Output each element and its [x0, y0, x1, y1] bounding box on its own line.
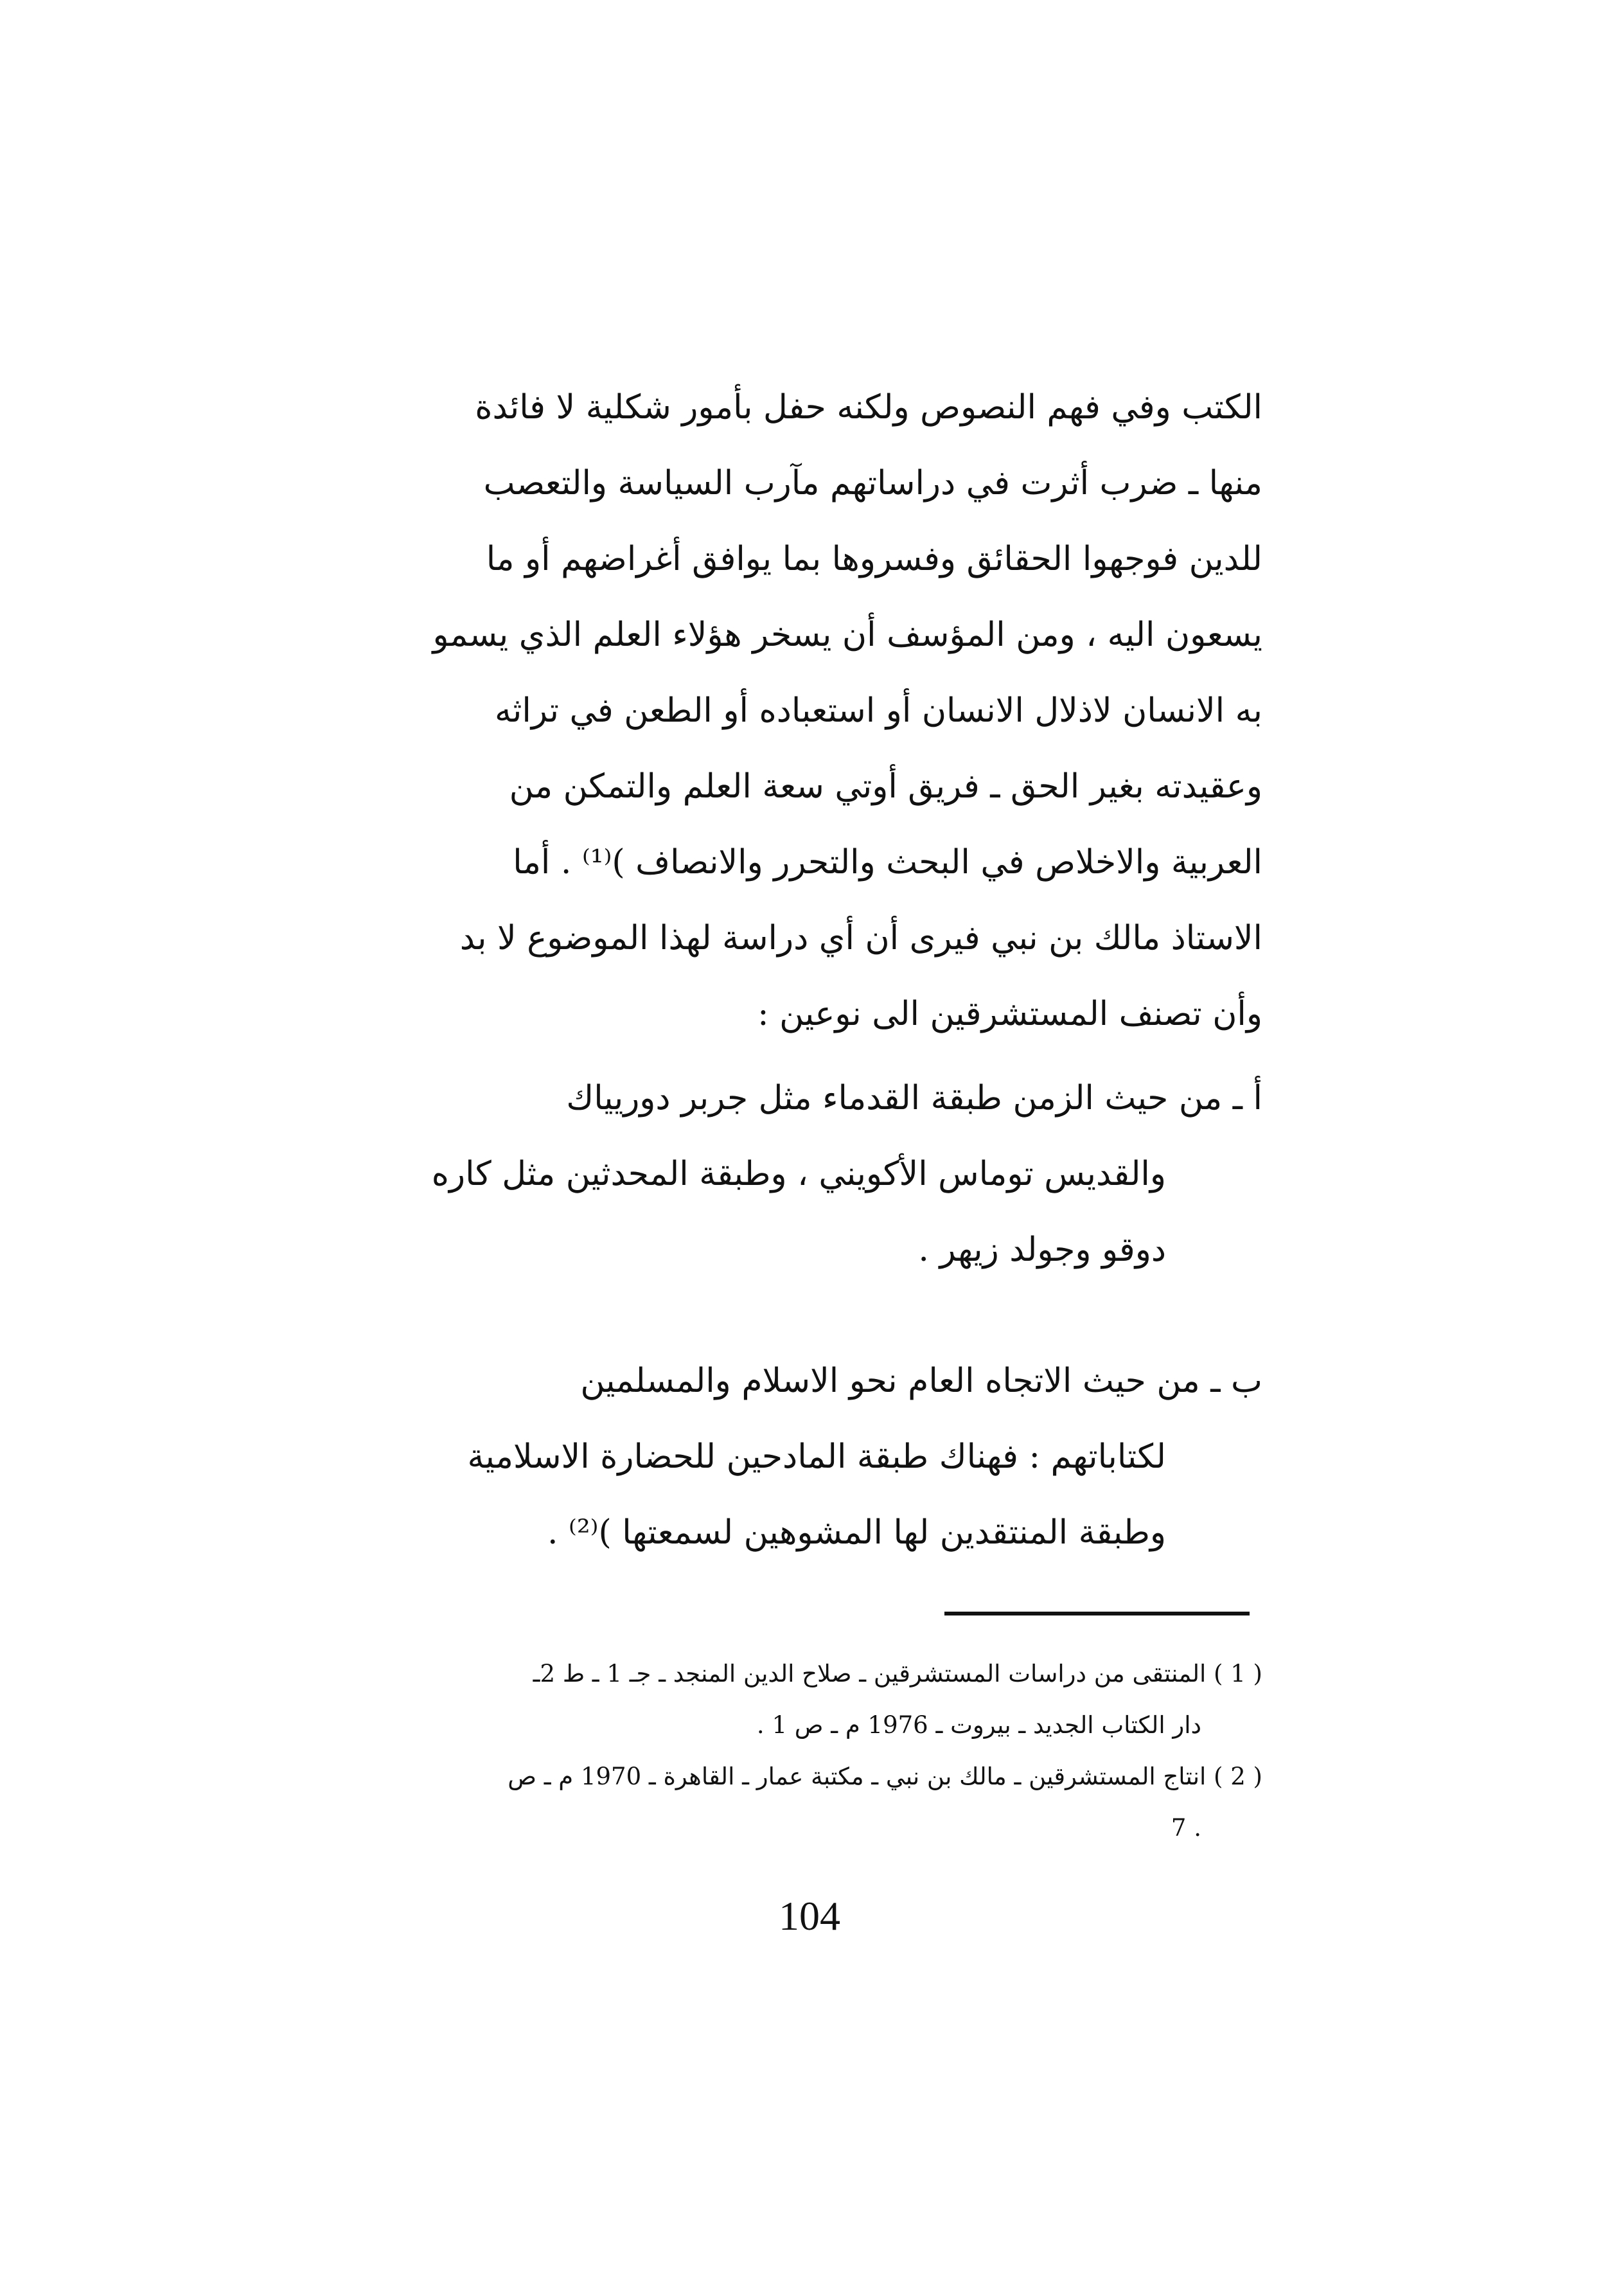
list-item-line: ب ـ من حيث الاتجاه العام نحو الاسلام والمسلمين: [580, 1362, 1262, 1400]
list-item-a: [324, 1060, 1262, 1288]
footnote-divider: [944, 1612, 1250, 1615]
footnote-2-line-1: ( 2 ) انتاج المستشرقين ـ مالك بن نبي ـ مكتبة عمار ـ القاهرة ـ 1970 م ـ ص: [508, 1763, 1262, 1790]
list-item-line: لكتاباتهم : فهناك طبقة المادحين للحضارة الاسلامية: [467, 1437, 1166, 1476]
footnote-2-line-2: . 7: [1171, 1814, 1201, 1842]
main-paragraph: [324, 369, 1262, 1052]
list-item-line: وطبقة المنتقدين لها المشوهين لسمعتها )⁽²⁾ .: [547, 1513, 1166, 1552]
list-item-line: والقديس توماس الأكويني ، وطبقة المحدثين مثل كاره: [431, 1155, 1166, 1193]
footnote-1-line-1: ( 1 ) المنتقى من دراسات المستشرقين ـ صلاح الدين المنجد ـ جـ 1 ـ ط 2ـ: [533, 1660, 1262, 1687]
list-item-line: دوقو وجولد زيهر .: [918, 1231, 1166, 1269]
page-number: 104: [779, 1893, 840, 1939]
list-item-b: [324, 1343, 1262, 1571]
paragraph-line: للدين فوجهوا الحقائق وفسروها بما يوافق أغراضهم أو ما: [486, 540, 1262, 578]
list-item-line: أ ـ من حيث الزمن طبقة القدماء مثل جربر دوريياك: [566, 1079, 1262, 1117]
paragraph-line: العربية والاخلاص في البحث والتحرر والانصاف )⁽¹⁾ . أما: [513, 843, 1262, 882]
paragraph-line: وأن تصنف المستشرقين الى نوعين :: [757, 995, 1262, 1033]
footnotes: [324, 1648, 1262, 1854]
paragraph-line: يسعون اليه ، ومن المؤسف أن يسخر هؤلاء العلم الذي يسمو: [432, 616, 1262, 654]
paragraph-line: وعقيدته بغير الحق ـ فريق أوتي سعة العلم والتمكن من: [509, 767, 1262, 806]
paragraph-line: منها ـ ضرب أثرت في دراساتهم مآرب السياسة والتعصب: [483, 464, 1262, 503]
footnote-1-line-2: دار الكتاب الجديد ـ بيروت ـ 1976 م ـ ص 1 .: [756, 1711, 1201, 1739]
paragraph-line: به الانسان لاذلال الانسان أو استعباده أو الطعن في تراثه: [495, 691, 1262, 730]
paragraph-line: الكتب وفي فهم النصوص ولكنه حفل بأمور شكلية لا فائدة: [475, 388, 1262, 427]
paragraph-line: الاستاذ مالك بن نبي فيرى أن أي دراسة لهذا الموضوع لا بد: [459, 919, 1262, 957]
